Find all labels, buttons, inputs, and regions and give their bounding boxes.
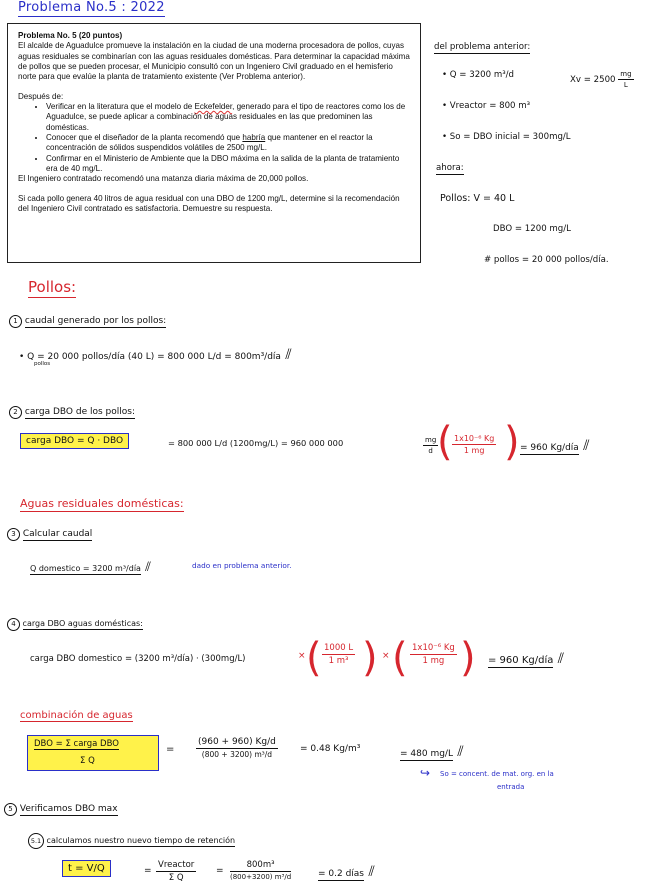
step-4-fraction-2: $\frac{\text{1x10⁻⁶ Kg}}{1 mg}$ [412,643,455,666]
step-1-subscript: pollos [34,361,51,367]
step-2-paren-open: ( [437,419,453,465]
side-xv: Xv = 2500 $\frac{mg}{L}$ [570,70,632,89]
side-ahora: ahora: [436,163,464,173]
page-title: Problema No.5 : 2022 [18,0,165,15]
combinacion-result: = 480 mg/L ⫽ [400,744,464,760]
step-4-times-2: × [382,651,390,661]
step-2-mg-over-d: $\frac{mg}{d}$ [425,436,437,455]
aguas-title: Aguas residuales domésticas: [20,497,184,510]
carga-dbo-formula-box: carga DBO = Q · DBO [20,433,129,449]
retention-fraction-2: $\frac{\text{800m³}}{\text{(800+3200) m³/d}}$ [230,860,292,881]
step-4-paren-1-open: ( [306,635,322,681]
step-2-paren-close: ) [504,419,520,465]
side-so: • So = DBO inicial = 300mg/L [442,132,571,142]
problem-bullet-list [18,102,411,174]
side-dbo: DBO = 1200 mg/L [493,224,571,234]
combinacion-middle: = 0.48 Kg/m³ [300,744,361,754]
problem-paragraph-1: El alcalde de Aguadulce promueve la instalación en la ciudad de una moderna procesadora de pollos, cuyas aguas residuales se combinarían con las aguas residuales domésticas. Para determinar la capacidad máxima de pollos que se pueden procesar, el Municipio consultó con un Ingeniero Civil graduado en el hemisferio norte para que evalúe la planta de tratamiento existente (Ver Problema anterior). [18,41,410,82]
so-note-line-1: So = concent. de mat. org. en la [440,770,554,778]
side-pollos-v: Pollos: V = 40 L [440,193,515,204]
side-npollos: # pollos = 20 000 pollos/día. [484,255,609,265]
step-4-fraction-1: $\frac{1000 L}{\text{1 m³}}$ [324,643,354,666]
problem-heading: Problema No. 5 (20 puntos) [18,31,123,40]
step-2-middle: = 800 000 L/d (1200mg/L) = 960 000 000 [168,438,344,448]
side-header: del problema anterior: [434,42,531,52]
problem-paragraph-3: Si cada pollo genera 40 litros de agua residual con una DBO de 1200 mg/L, determine si la recomendación del Ingeniero Civil contratado es satisfactoria. Demuestre su respuesta. [18,193,400,214]
step-5-circle: 5 [4,803,17,816]
step-4-circle: 4 [7,618,20,631]
retention-result: = 0.2 días ⫽ [318,864,375,880]
retention-time-formula-box: t = V/Q [62,860,111,877]
step-4-equation: carga DBO domestico = (3200 m³/día) · (300mg/L) [30,654,246,664]
side-vreactor: • Vreactor = 800 m³ [442,101,531,111]
step-1-circle: 1 [9,315,22,328]
after-label: Después de: [18,91,64,101]
step-2-label: 2 carga DBO de los pollos: [9,406,135,419]
side-q: • Q = 3200 m³/d [442,70,514,80]
step-5-label: 5 Verificamos DBO max [4,803,118,816]
retention-equals-1: = [144,866,152,876]
step-3-note: dado en problema anterior. [192,561,292,570]
combinacion-fraction: $\frac{(960 + 960) Kg/d}{\text{(800 + 3200) m³/d}}$ [198,737,276,759]
retention-equals-2: = [216,866,224,876]
step-4-paren-2-open: ( [392,635,408,681]
step-2-conversion-fraction: $\frac{\text{1x10⁻⁶ Kg}}{1 mg}$ [454,434,495,455]
problem-bullet-2: • Conocer que el diseñador de la planta recomendó que habría que mantener en el reactor la concentración de sólidos suspendidos volátiles de 2500 mg/L. [46,133,411,154]
habria-word: habría [242,133,266,143]
problem-bullet-3: • Confirmar en el Ministerio de Ambiente que la DBO máxima en la salida de la planta de tratamiento era de 40 mg/L. [46,154,411,175]
step-3-circle: 3 [7,528,20,541]
step-4-times-1: × [298,651,306,661]
step-5-1-label: 5.1 calculamos nuestro nuevo tiempo de retención [28,833,235,849]
combinacion-equals: = [166,744,175,755]
combinacion-title: combinación de aguas [20,710,133,721]
problem-statement-box [7,23,421,263]
step-2-circle: 2 [9,406,22,419]
curved-arrow-icon: ↪ [420,766,431,780]
step-1-label: 1 caudal generado por los pollos: [9,315,166,328]
so-note-line-2: entrada [497,783,525,791]
problem-bullet-1: • Verificar en la literatura que el modelo de Eckefelder, generado para el tipo de reactores como los de Aguadulce, se puede aplicar a combinación de aguas residuales en las que predominen las domésticas. [46,102,411,133]
step-1-equation: • Q = 20 000 pollos/día (40 L) = 800 000 L/d = 800m³/día ⫽ [19,347,292,363]
eckefelder-word: Eckefelder [194,102,233,112]
problem-paragraph-2: El Ingeniero contratado recomendó una matanza diaria máxima de 20,000 pollos. [18,174,309,184]
step-4-label: 4 carga DBO aguas domésticas: [7,618,143,631]
step-4-result: = 960 Kg/día ⫽ [488,651,565,667]
retention-fraction-1: $\frac{\text{Vreactor}}{\text{Σ Q}}$ [158,860,195,883]
step-3-equation: Q domestico = 3200 m³/día ⫽ [30,560,151,575]
dbo-combined-formula-box: DBO = Σ carga DBO Σ Q [27,735,159,771]
pollos-title: Pollos: [28,278,77,296]
step-4-paren-1-close: ) [362,635,378,681]
step-4-paren-2-close: ) [460,635,476,681]
step-5-1-circle: 5.1 [28,833,44,849]
step-3-label: 3 Calcular caudal [7,528,92,541]
step-2-result: = 960 Kg/día ⫽ [520,438,590,454]
